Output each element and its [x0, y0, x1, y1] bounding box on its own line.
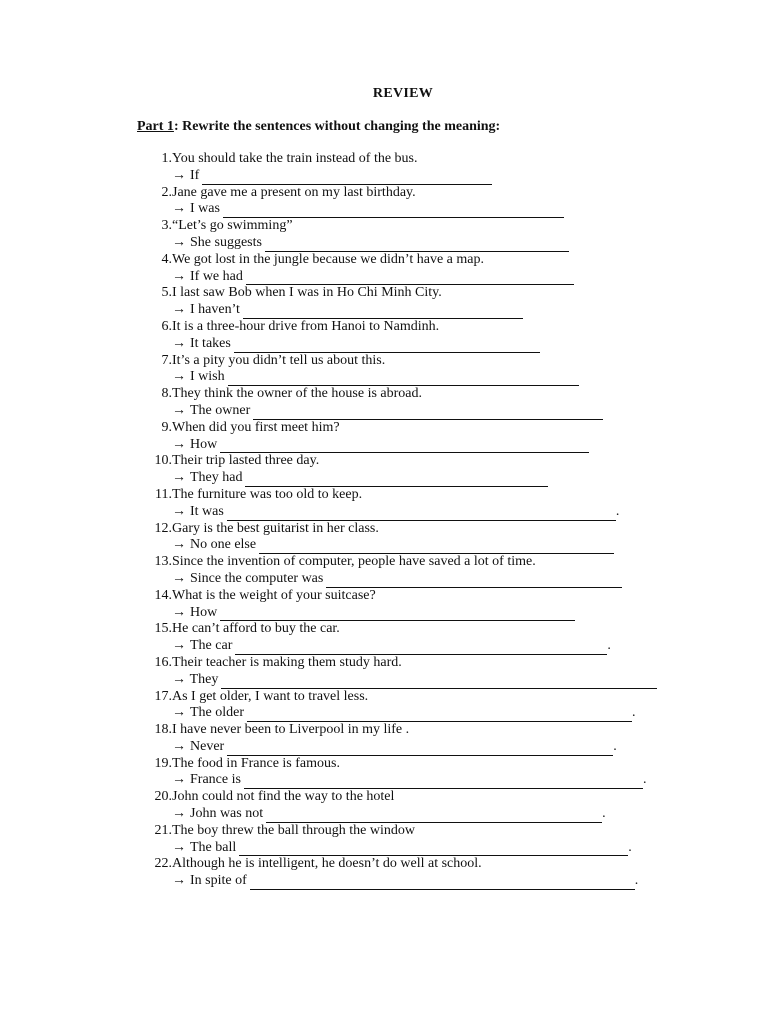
exercise-question-line: [137, 218, 657, 235]
exercise-answer-line: [137, 605, 657, 622]
exercise-sentence: Gary is the best guitarist in her class.: [172, 520, 379, 536]
answer-blank[interactable]: [221, 675, 657, 689]
exercise-number: 19.: [154, 755, 172, 771]
exercise-answer-line: [137, 504, 657, 521]
exercise-answer-line: [137, 403, 657, 420]
exercise-number: 1.: [161, 151, 172, 166]
answer-blank[interactable]: [243, 305, 523, 319]
answer-blank[interactable]: [253, 406, 603, 420]
exercise-item: [137, 252, 657, 286]
exercise-question-line: [137, 789, 657, 806]
answer-blank[interactable]: [239, 842, 628, 856]
exercise-question-line: [137, 319, 657, 336]
exercise-sentence: I have never been to Liverpool in my life .: [172, 722, 410, 738]
answer-blank[interactable]: [259, 540, 614, 554]
exercise-question-line: [137, 856, 657, 873]
arrow-icon: →: [172, 806, 186, 822]
exercise-answer-line: [137, 437, 657, 454]
answer-blank[interactable]: [265, 238, 569, 252]
part-heading: [137, 119, 500, 135]
answer-blank[interactable]: [220, 439, 589, 453]
exercise-sentence: John could not find the way to the hotel: [172, 789, 395, 805]
answer-blank[interactable]: [202, 171, 492, 185]
answer-end-mark: .: [628, 839, 632, 855]
exercise-answer-line: [137, 739, 657, 756]
exercise-number: 14.: [154, 587, 172, 603]
answer-prompt: I was: [190, 201, 220, 217]
exercise-sentence: Since the invention of computer, people have saved a lot of time.: [172, 554, 536, 570]
answer-blank[interactable]: [247, 708, 632, 722]
exercise-number: 4.: [161, 251, 172, 267]
arrow-icon: →: [172, 839, 186, 855]
answer-blank[interactable]: [235, 641, 607, 655]
answer-blank[interactable]: [220, 607, 575, 621]
exercise-item: [137, 185, 657, 219]
answer-prompt: The car: [190, 638, 233, 654]
answer-blank[interactable]: [326, 574, 622, 588]
exercise-item: [137, 151, 657, 185]
exercise-answer-line: [137, 369, 657, 386]
part-label: Part 1: [137, 119, 174, 134]
answer-prompt: The older: [190, 705, 245, 721]
exercise-question-line: [137, 487, 657, 504]
answer-prompt: If we had: [190, 268, 243, 284]
arrow-icon: →: [172, 738, 186, 754]
exercise-answer-line: [137, 705, 657, 722]
exercise-question-line: [137, 353, 657, 370]
exercise-question-line: [137, 823, 657, 840]
arrow-icon: →: [172, 167, 186, 183]
arrow-icon: →: [172, 402, 186, 418]
exercise-answer-line: [137, 840, 657, 857]
exercise-item: [137, 655, 657, 689]
arrow-icon: →: [172, 268, 186, 284]
exercise-question-line: [137, 521, 657, 538]
answer-prompt: Never: [190, 738, 225, 754]
exercise-question-line: [137, 655, 657, 672]
exercise-answer-line: [137, 571, 657, 588]
part-colon: :: [173, 119, 179, 134]
exercise-sentence: It’s a pity you didn’t tell us about this.: [172, 352, 386, 368]
answer-prompt: In spite of: [190, 873, 247, 889]
answer-end-mark: .: [607, 638, 611, 654]
exercise-item: [137, 554, 657, 588]
answer-blank[interactable]: [246, 271, 574, 285]
exercise-item: [137, 487, 657, 521]
answer-end-mark: .: [634, 873, 639, 889]
exercise-question-line: [137, 252, 657, 269]
exercise-number: 18.: [154, 722, 172, 738]
exercise-sentence: Their teacher is making them study hard.: [172, 654, 402, 670]
answer-blank[interactable]: [245, 473, 548, 487]
arrow-icon: →: [172, 671, 186, 687]
exercise-sentence: The boy threw the ball through the window: [172, 822, 416, 838]
exercise-sentence: The furniture was too old to keep.: [172, 486, 363, 502]
exercise-question-line: [137, 420, 657, 437]
exercise-question-line: [137, 386, 657, 403]
arrow-icon: →: [172, 873, 186, 889]
answer-prompt: If: [190, 167, 200, 183]
exercise-item: [137, 420, 657, 454]
exercise-number: 21.: [154, 822, 172, 838]
exercise-item: [137, 453, 657, 487]
arrow-icon: →: [172, 470, 186, 486]
exercise-item: [137, 285, 657, 319]
arrow-icon: →: [172, 335, 186, 351]
exercise-number: 12.: [154, 520, 172, 536]
exercise-number: 20.: [154, 789, 172, 805]
exercise-number: 15.: [154, 621, 172, 637]
exercise-item: [137, 588, 657, 622]
answer-prompt: Since the computer was: [190, 570, 324, 586]
exercise-answer-line: [137, 302, 657, 319]
exercise-sentence: They think the owner of the house is abroad.: [172, 386, 422, 402]
exercise-question-line: [137, 185, 657, 202]
exercise-item: [137, 386, 657, 420]
exercise-number: 11.: [155, 486, 172, 502]
answer-prompt: John was not: [190, 806, 264, 822]
exercise-number: 16.: [154, 654, 172, 670]
exercise-question-line: [137, 151, 657, 168]
answer-prompt: France is: [190, 772, 241, 788]
answer-prompt: I wish: [190, 369, 225, 385]
arrow-icon: →: [172, 772, 186, 788]
exercise-answer-line: [137, 672, 657, 689]
exercise-answer-line: [137, 168, 657, 185]
exercise-answer-line: [137, 638, 657, 655]
arrow-icon: →: [172, 234, 186, 250]
exercise-question-line: [137, 722, 657, 739]
answer-blank[interactable]: [223, 204, 564, 218]
answer-prompt: The ball: [190, 839, 237, 855]
exercise-sentence: He can’t afford to buy the car.: [172, 621, 340, 637]
exercise-list: [137, 151, 657, 890]
exercise-item: [137, 353, 657, 387]
exercise-sentence: We got lost in the jungle because we didn’t have a map.: [172, 251, 484, 267]
answer-blank[interactable]: [250, 876, 635, 890]
exercise-sentence: You should take the train instead of the bus.: [172, 151, 418, 166]
answer-blank[interactable]: [228, 372, 579, 386]
exercise-question-line: [137, 621, 657, 638]
answer-prompt: They had: [190, 470, 243, 486]
exercise-item: [137, 722, 657, 756]
exercise-answer-line: [137, 537, 657, 554]
answer-end-mark: .: [602, 806, 606, 822]
arrow-icon: →: [172, 537, 186, 553]
exercise-item: [137, 621, 657, 655]
exercise-item: [137, 689, 657, 723]
exercise-number: 22.: [154, 856, 172, 872]
arrow-icon: →: [172, 436, 186, 452]
exercise-answer-line: [137, 269, 657, 286]
exercise-number: 3.: [161, 218, 172, 234]
answer-end-mark: .: [613, 738, 617, 754]
exercise-sentence: Their trip lasted three day.: [172, 453, 320, 469]
arrow-icon: →: [172, 503, 186, 519]
exercise-number: 7.: [161, 352, 172, 368]
answer-blank[interactable]: [244, 775, 643, 789]
exercise-sentence: It is a three-hour drive from Hanoi to Namdinh.: [172, 318, 440, 334]
answer-prompt: How: [190, 436, 218, 452]
answer-prompt: The owner: [190, 402, 251, 418]
exercise-answer-line: [137, 806, 657, 823]
answer-blank[interactable]: [227, 507, 616, 521]
answer-blank[interactable]: [266, 809, 602, 823]
arrow-icon: →: [172, 369, 186, 385]
answer-prompt: I haven’t: [190, 302, 240, 318]
exercise-number: 10.: [154, 453, 172, 469]
exercise-question-line: [137, 453, 657, 470]
exercise-item: [137, 319, 657, 353]
exercise-sentence: As I get older, I want to travel less.: [172, 688, 369, 704]
exercise-number: 6.: [161, 318, 172, 334]
exercise-item: [137, 823, 657, 857]
arrow-icon: →: [172, 570, 186, 586]
answer-prompt: She suggests: [190, 234, 262, 250]
page-title: REVIEW: [372, 86, 434, 101]
exercise-number: 5.: [161, 285, 172, 301]
answer-end-mark: .: [615, 503, 620, 519]
exercise-item: [137, 218, 657, 252]
exercise-number: 13.: [154, 554, 172, 570]
answer-end-mark: .: [642, 772, 647, 788]
exercise-number: 17.: [154, 688, 172, 704]
answer-blank[interactable]: [227, 742, 613, 756]
exercise-question-line: [137, 689, 657, 706]
exercise-sentence: When did you first meet him?: [172, 419, 340, 435]
exercise-number: 9.: [161, 419, 172, 435]
exercise-sentence: I last saw Bob when I was in Ho Chi Minh City.: [172, 285, 442, 301]
arrow-icon: →: [172, 604, 186, 620]
exercise-sentence: The food in France is famous.: [172, 755, 340, 771]
exercise-question-line: [137, 588, 657, 605]
exercise-answer-line: [137, 873, 657, 890]
arrow-icon: →: [172, 705, 186, 721]
answer-prompt: They: [189, 671, 219, 687]
exercise-item: [137, 856, 657, 890]
exercise-question-line: [137, 756, 657, 773]
exercise-answer-line: [137, 470, 657, 487]
exercise-answer-line: [137, 235, 657, 252]
answer-blank[interactable]: [234, 339, 540, 353]
exercise-sentence: Jane gave me a present on my last birthday.: [172, 184, 416, 200]
arrow-icon: →: [172, 302, 186, 318]
exercise-number: 2.: [161, 184, 172, 200]
exercise-question-line: [137, 554, 657, 571]
answer-prompt: No one else: [190, 537, 257, 553]
exercise-item: [137, 789, 657, 823]
part-instruction: Rewrite the sentences without changing the meaning:: [178, 119, 501, 134]
answer-end-mark: .: [632, 705, 636, 721]
exercise-answer-line: [137, 336, 657, 353]
exercise-sentence: Although he is intelligent, he doesn’t do well at school.: [172, 856, 482, 872]
answer-prompt: It takes: [190, 335, 231, 351]
exercise-number: 8.: [161, 386, 172, 402]
arrow-icon: →: [172, 201, 186, 217]
exercise-answer-line: [137, 201, 657, 218]
answer-prompt: It was: [190, 503, 224, 519]
exercise-item: [137, 756, 657, 790]
answer-prompt: How: [190, 604, 218, 620]
exercise-item: [137, 521, 657, 555]
exercise-sentence: “Let’s go swimming”: [172, 218, 293, 234]
exercise-sentence: What is the weight of your suitcase?: [172, 587, 376, 603]
exercise-question-line: [137, 285, 657, 302]
arrow-icon: →: [172, 638, 186, 654]
exercise-answer-line: [137, 772, 657, 789]
